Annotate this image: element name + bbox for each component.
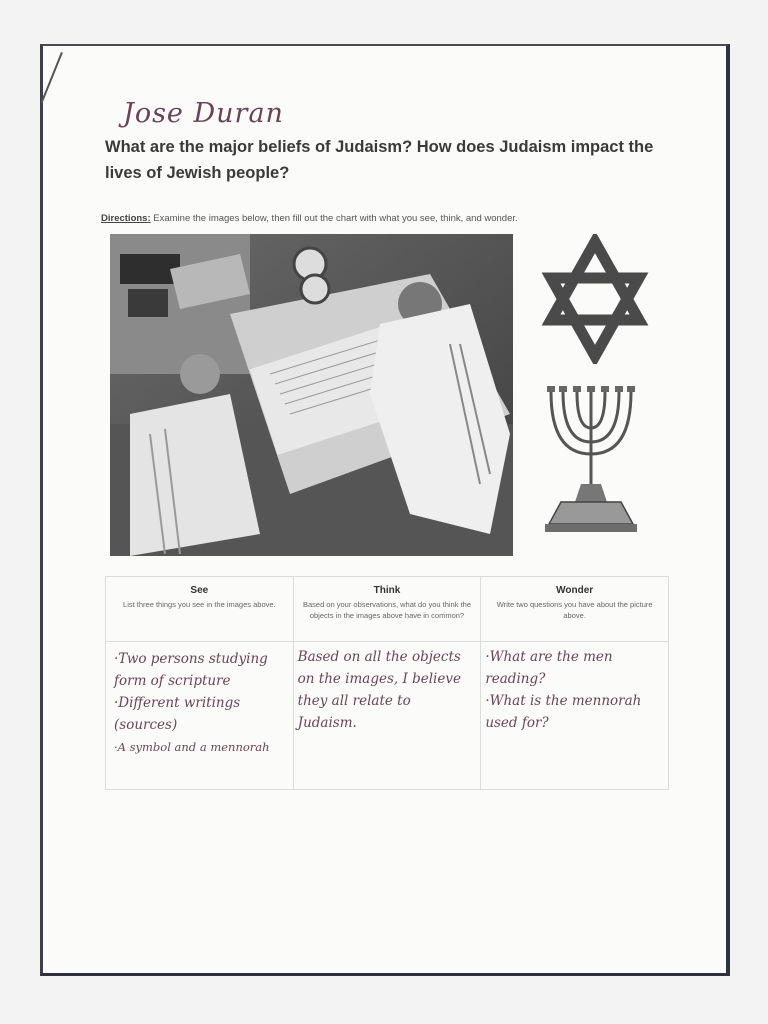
see-answer-line: ·Different writings — [114, 695, 241, 711]
see-answer-line: ·A symbol and a mennorah — [114, 740, 270, 754]
think-heading: Think — [373, 585, 401, 596]
think-prompt: Based on your observations, what do you think the objects in the images above have in common? — [302, 600, 471, 620]
directions — [101, 213, 681, 224]
student-name: Jose Duran — [123, 98, 284, 129]
think-header — [293, 577, 481, 642]
wonder-answer-line: ·What is the mennorah — [485, 693, 642, 709]
see-answer-line: ·Two persons studying — [114, 651, 268, 667]
think-answer-cell[interactable] — [293, 642, 481, 790]
wonder-prompt: Write two questions you have about the picture above. — [496, 600, 653, 620]
see-answer-line: form of scripture — [114, 673, 231, 689]
wonder-answer-line: ·What are the men — [485, 649, 613, 665]
wonder-answer-line: reading? — [485, 671, 546, 687]
menorah-icon — [541, 384, 641, 534]
see-answer-line: (sources) — [114, 717, 178, 733]
see-header — [106, 577, 294, 642]
worksheet-title: What are the major beliefs of Judaism? How does Judaism impact the lives of Jewish people? — [105, 138, 654, 182]
directions-text: Examine the images below, then fill out the chart with what you see, think, and wonder. — [150, 213, 518, 224]
page-fold-mark — [41, 52, 63, 103]
see-answer-cell[interactable] — [106, 642, 294, 790]
worksheet-page — [40, 44, 730, 976]
wonder-header — [481, 577, 669, 642]
wonder-heading: Wonder — [556, 585, 594, 596]
torah-reading-photo — [110, 234, 513, 556]
think-answer-line: on the images, I believe — [297, 671, 461, 687]
think-answer-line: Based on all the objects — [297, 649, 461, 665]
see-think-wonder-chart — [105, 576, 669, 790]
think-answer-line: Judaism. — [297, 715, 357, 731]
directions-label: Directions: — [101, 213, 151, 224]
wonder-answer-line: used for? — [485, 715, 549, 731]
see-prompt: List three things you see in the images above. — [123, 600, 276, 609]
see-heading: See — [190, 585, 209, 596]
think-answer-line: they all relate to — [297, 693, 411, 709]
star-of-david-icon — [541, 234, 649, 364]
wonder-answer-cell[interactable] — [481, 642, 669, 790]
